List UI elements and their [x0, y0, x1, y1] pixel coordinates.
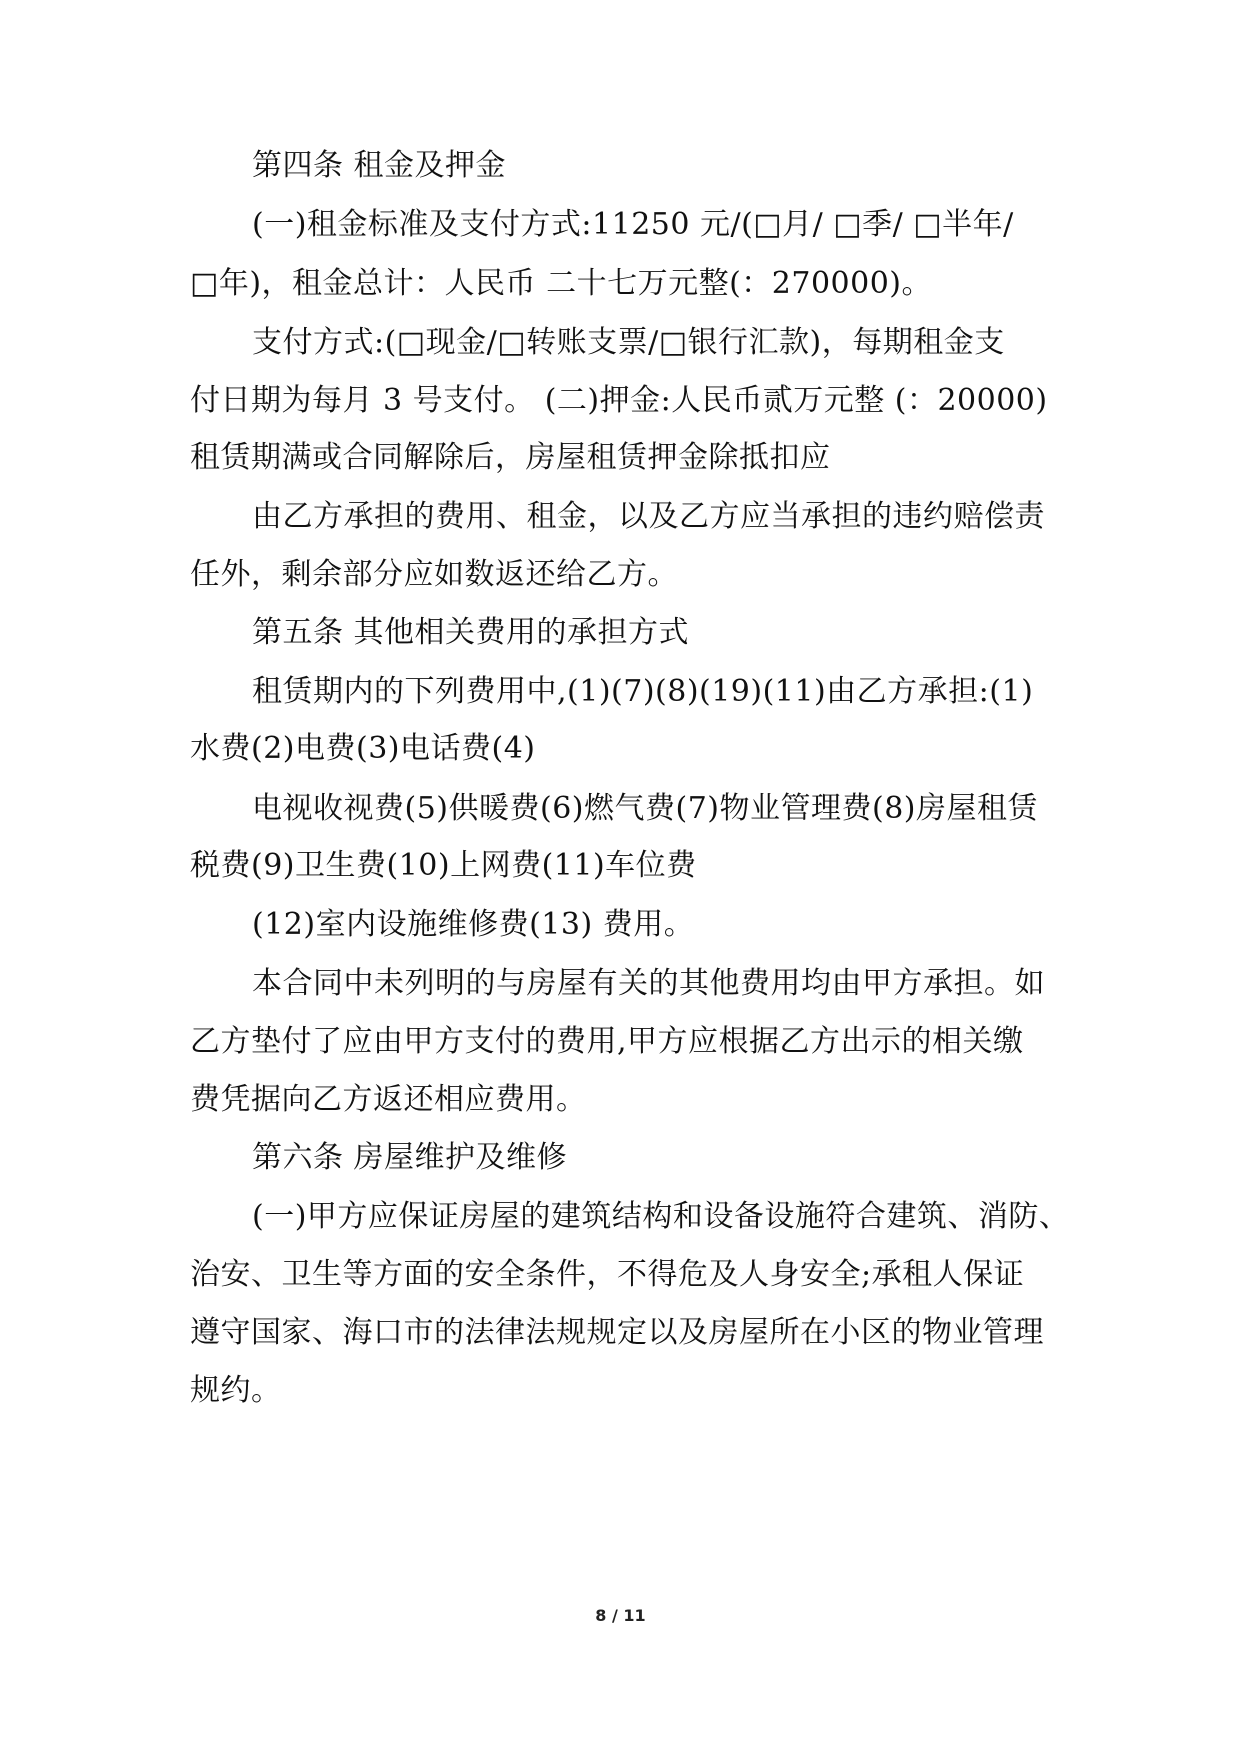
- paragraph-line: 本合同中未列明的与房屋有关的其他费用均由甲方承担。如: [252, 966, 1045, 1001]
- article-6-heading: 第六条 房屋维护及维修: [252, 1140, 568, 1175]
- paragraph-line: 任外，剩余部分应如数返还给乙方。: [190, 557, 678, 592]
- paragraph-line: 税费(9)卫生费(10)上网费(11)车位费: [190, 848, 697, 883]
- paragraph-line: 水费(2)电费(3)电话费(4): [190, 731, 536, 766]
- article-4-heading: 第四条 租金及押金: [252, 148, 507, 183]
- paragraph-line: 支付方式:(□现金/□转账支票/□银行汇款)，每期租金支: [252, 325, 1005, 360]
- paragraph-line: 乙方垫付了应由甲方支付的费用,甲方应根据乙方出示的相关缴: [190, 1024, 1024, 1059]
- paragraph-line: 遵守国家、海口市的法律法规规定以及房屋所在小区的物业管理: [190, 1315, 1044, 1350]
- paragraph-line: □年)，租金总计：人民币 二十七万元整(：270000)。: [190, 266, 933, 301]
- paragraph-line: (12)室内设施维修费(13) 费用。: [252, 907, 695, 942]
- paragraph-line: 由乙方承担的费用、租金，以及乙方应当承担的违约赔偿责: [252, 499, 1045, 534]
- paragraph-line: (一)租金标准及支付方式:11250 元/(□月/ □季/ □半年/: [252, 207, 1014, 242]
- paragraph-line: (一)甲方应保证房屋的建筑结构和设备设施符合建筑、消防、: [252, 1199, 1070, 1234]
- paragraph-line: 规约。: [190, 1373, 282, 1408]
- paragraph-line: 治安、卫生等方面的安全条件，不得危及人身安全;承租人保证: [190, 1257, 1025, 1292]
- paragraph-line: 费凭据向乙方返还相应费用。: [190, 1082, 587, 1117]
- article-5-heading: 第五条 其他相关费用的承担方式: [252, 615, 690, 650]
- paragraph-line: 付日期为每月 3 号支付。 (二)押金:人民币贰万元整 (：20000): [190, 383, 1048, 418]
- paragraph-line: 电视收视费(5)供暖费(6)燃气费(7)物业管理费(8)房屋租赁: [252, 791, 1038, 826]
- paragraph-line: 租赁期满或合同解除后，房屋租赁押金除抵扣应: [190, 440, 831, 475]
- page-number: 8 / 11: [595, 1606, 646, 1625]
- paragraph-line: 租赁期内的下列费用中,(1)(7)(8)(19)(11)由乙方承担:(1): [252, 674, 1034, 709]
